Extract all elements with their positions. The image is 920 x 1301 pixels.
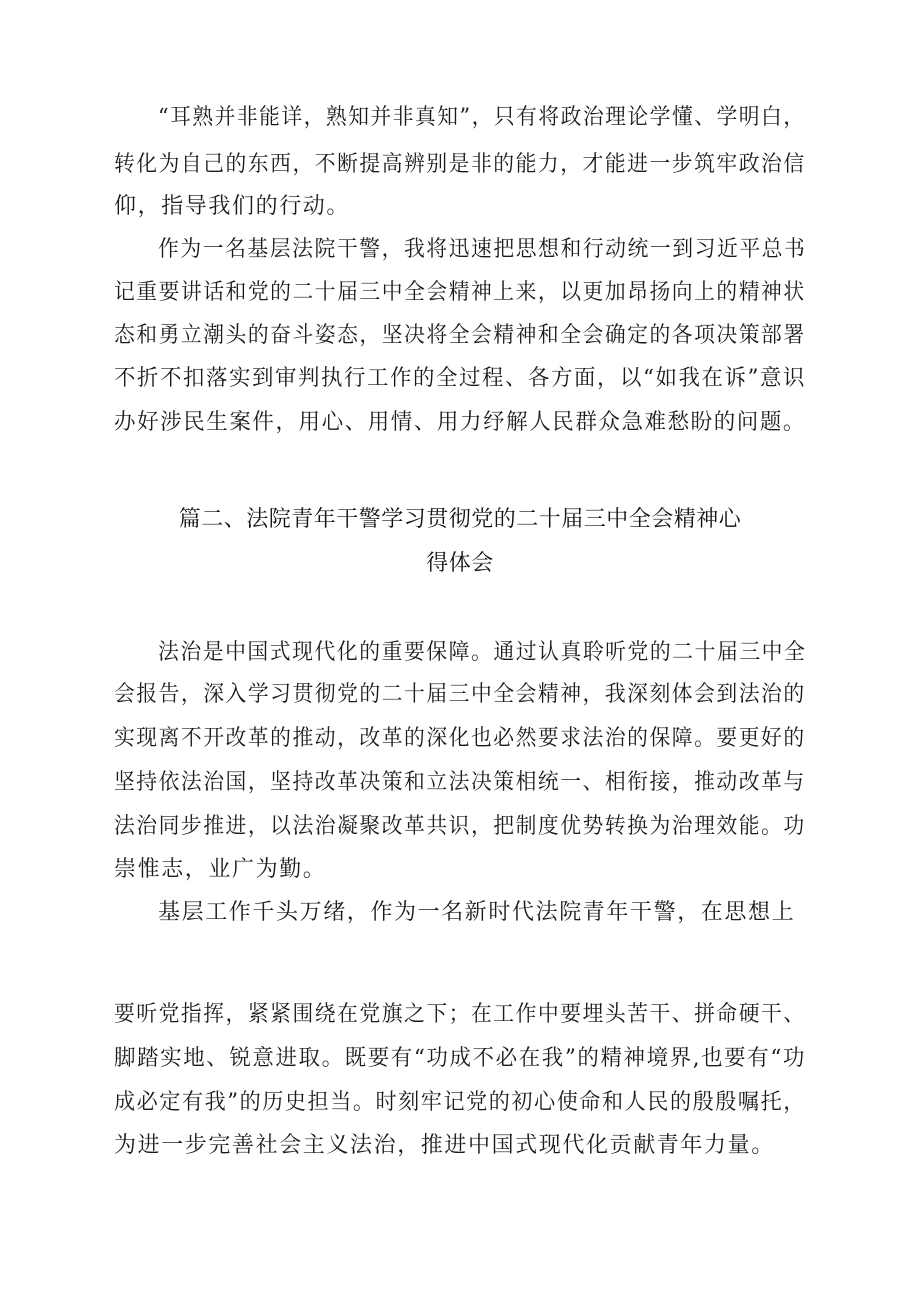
paragraph-2-line-3: 态和勇立潮头的奋斗姿态，坚决将全会精神和全会确定的各项决策部署 bbox=[114, 323, 806, 348]
paragraph-5-line-1: 要听党指挥，紧紧围绕在党旗之下；在工作中要埋头苦干、拼命硬干、 bbox=[114, 1002, 806, 1027]
paragraph-5-line-3: 成必定有我”的历史担当。时刻牢记党的初心使命和人民的殷殷嘱托， bbox=[114, 1090, 806, 1115]
paragraph-5-line-4: 为进一步完善社会主义法治，推进中国式现代化贡献青年力量。 bbox=[114, 1133, 775, 1158]
paragraph-4-line-1: 基层工作千头万绪，作为一名新时代法院青年干警，在思想上 bbox=[158, 900, 796, 925]
paragraph-3-line-6: 崇惟志，业广为勤。 bbox=[114, 857, 327, 882]
paragraph-2-line-4: 不折不扣落实到审判执行工作的全过程、各方面，以“如我在诉”意识 bbox=[114, 366, 807, 391]
paragraph-3-line-4: 坚持依法治国，坚持改革决策和立法决策相统一、相衔接，推动改革与 bbox=[114, 770, 806, 795]
paragraph-3-line-3: 实现离不开改革的推动，改革的深化也必然要求法治的保障。要更好的 bbox=[114, 726, 806, 751]
paragraph-3-line-5: 法治同步推进，以法治凝聚改革共识，把制度优势转换为治理效能。功 bbox=[114, 814, 806, 839]
paragraph-5-line-2: 脚踏实地、锐意进取。既要有“功成不必在我”的精神境界,也要有“功 bbox=[114, 1046, 806, 1071]
paragraph-3-line-1: 法治是中国式现代化的重要保障。通过认真聆听党的二十届三中全 bbox=[158, 640, 807, 665]
paragraph-2-line-1: 作为一名基层法院干警，我将迅速把思想和行动统一到习近平总书 bbox=[158, 237, 807, 262]
section-heading-line-1: 篇二、法院青年干警学习贯彻党的二十届三中全会精神心 bbox=[178, 507, 742, 532]
paragraph-1-line-1: “耳熟并非能详，熟知并非真知”，只有将政治理论学懂、学明白， bbox=[158, 105, 806, 130]
paragraph-2-line-2: 记重要讲话和党的二十届三中全会精神上来，以更加昂扬向上的精神状 bbox=[114, 280, 806, 305]
paragraph-2-line-5: 办好涉民生案件，用心、用情、用力纾解人民群众急难愁盼的问题。 bbox=[114, 410, 807, 435]
paragraph-3-line-2: 会报告，深入学习贯彻党的二十届三中全会精神，我深刻体会到法治的 bbox=[114, 682, 806, 707]
section-heading-line-2: 得体会 bbox=[426, 551, 494, 576]
paragraph-1-line-2: 转化为自己的东西，不断提高辨别是非的能力，才能进一步筑牢政治信 bbox=[114, 152, 806, 177]
paragraph-1-line-3: 仰，指导我们的行动。 bbox=[114, 194, 351, 219]
